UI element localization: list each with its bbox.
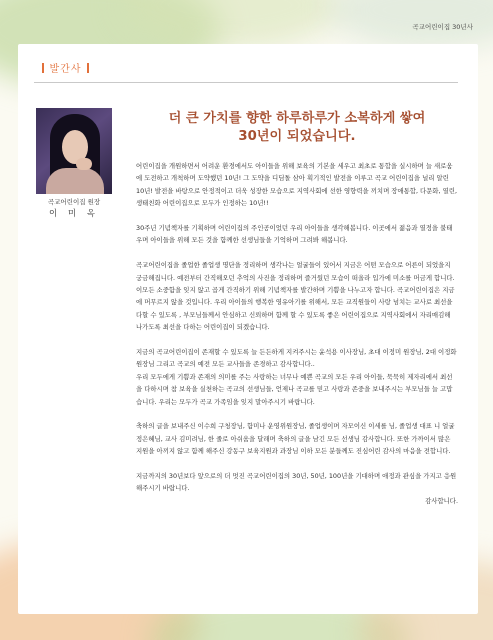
headline-line-1: 더 큰 가치를 향한 하루하루가 소복하게 쌓여 <box>168 111 426 126</box>
headline <box>136 110 458 146</box>
section-title <box>36 60 95 75</box>
paragraph: 어린이집을 개원하면서 어려운 환경에서도 아이들을 위해 보육의 기본을 세우고 최초로 통합을 실시하며 늘 새로움에 도전하고 개척하며 도약했던 10년! 그 도약을 디딤돌 삼아 획기적인 발전을 이루고 곡교 어린이집을 널리 알린 10년! 발전을 바탕으로 안정적이고 더욱 성장한 모습으로 지역사회에 선한 영향력을 끼치며 장애통합, 다문화, 열린, 생태친화 어린이집으로 모두가 인정하는 10년!! <box>136 162 457 208</box>
title-bar-right <box>87 63 89 73</box>
title-bar-left <box>42 63 44 73</box>
author-photo <box>36 108 112 194</box>
paragraph: 곡교어린이집을 졸업한 졸업생 명단을 정리하며 생각나는 얼굴들이 있어서 지금은 어떤 모습으로 어른이 되었을지 궁금해집니다. 예전부터 간직해오던 추억의 사진을 정리하며 즐거웠던 모습이 떠올라 입가에 미소를 머금게 합니다. <box>136 261 455 282</box>
paragraph: 지금의 곡교어린이집이 존재할 수 있도록 늘 든든하게 지켜주시는 윤석용 이사장님, 초대 이정미 원장님, 2대 이정화 원장님 그리고 곡교의 예전 모든 교사들을 존경하고 감사합니다.. <box>136 348 457 369</box>
body-text <box>136 160 458 507</box>
paragraph: 이모든 소중함을 잊지 않고 곱게 간직하기 위해 기념책자를 발간하며 기쁨을 나누고자 합니다. 곡교어린이집은 지금에 머무르지 않을 것입니다. 우리 아이들의 행복한 영유아기를 위해서, 모든 교직원들이 사랑 넘치는 교사로 최선을 다할 수 있도록 , 부모님들께서 안심하고 신뢰하며 함께 할 수 있도록 좋은 어린이집으로 지역사회에서 자리매김해 나가도록 최선을 다하는 어린이집이 되겠습니다. <box>136 286 455 332</box>
paragraph: 우리 모두에게 기쁨과 존재의 의미를 주는 사랑하는 너무나 예쁜 곡교의 모든 우리 아이들, 묵묵히 제자리에서 최선을 다하시며 참 보육을 실천하는 곡교의 선생님들, 언제나 곡교를 믿고 사랑과 존중을 보내주시는 부모님들 늘 고맙습니다. 우리는 모두가 곡교 가족임을 잊지 말아주시기 바랍니다. <box>136 372 453 406</box>
paragraph: 지금까지의 30년보다 앞으로의 더 멋진 곡교어린이집의 30년, 50년, 100년을 기대하며 애정과 관심을 가지고 응원해주시기 바랍니다. <box>136 472 457 493</box>
paragraph: 축하의 글을 보내주신 이수희 구청장님, 함미나 운영위원장님, 졸업생이며 자모이신 이세를 님, 졸업생 대표 니 얼굴 정은혜님, 교사 김미려님, 한 줄로 아쉬움을 달래며 축하의 글을 남긴 모든 선생님 감사합니다. 또한 가까이서 많은 지원을 아끼지 않고 함께 해주신 강동구 보육지원과 과장님 이하 모든 분들께도 진심어린 감사의 마음을 전합니다. <box>136 422 455 456</box>
paragraph: 30주년 기념책자를 기획하며 어린이집의 주인공이었던 우리 아이들을 생각해봅니다. 이곳에서 젊음과 열정을 불태우며 아이들을 위해 모든 것을 함께한 선생님들을 기억하며 그려봐 해봅니다. <box>136 224 453 245</box>
author-name: 이 미 옥 <box>48 209 100 219</box>
running-header: 곡교어린이집 30년사 <box>412 23 473 31</box>
section-title-text: 발간사 <box>49 64 82 75</box>
author-role: 곡교어린이집 원장 <box>47 198 101 206</box>
divider <box>34 82 458 83</box>
closing-text: 감사합니다. <box>425 496 458 505</box>
headline-line-2: 30년이 되었습니다. <box>238 129 356 144</box>
